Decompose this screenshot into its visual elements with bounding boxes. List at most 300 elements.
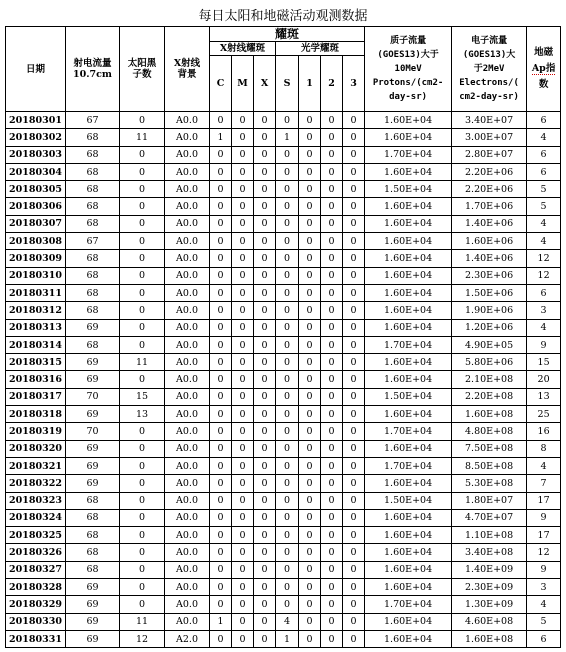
cell-xray-bg: A0.0: [165, 198, 210, 215]
cell-flare-1: 0: [299, 354, 321, 371]
cell-xray-bg: A0.0: [165, 527, 210, 544]
cell-proton-flux: 1.60E+04: [365, 112, 452, 129]
cell-flare-1: 0: [299, 233, 321, 250]
cell-radio-flux: 69: [66, 579, 120, 596]
cell-proton-flux: 1.60E+04: [365, 319, 452, 336]
cell-sunspot: 0: [120, 215, 165, 232]
cell-electron-flux: 7.50E+08: [452, 440, 527, 457]
cell-electron-flux: 5.80E+06: [452, 354, 527, 371]
cell-xray-bg: A0.0: [165, 129, 210, 146]
cell-flare-x: 0: [254, 284, 276, 301]
cell-flare-3: 0: [343, 354, 365, 371]
cell-electron-flux: 2.20E+06: [452, 181, 527, 198]
cell-flare-3: 0: [343, 613, 365, 630]
header-optical-flare: 光学耀斑: [276, 42, 365, 56]
cell-proton-flux: 1.60E+04: [365, 163, 452, 180]
cell-flare-2: 0: [321, 388, 343, 405]
cell-date: 20180328: [6, 579, 66, 596]
table-row: [6, 181, 561, 198]
cell-date: 20180320: [6, 440, 66, 457]
cell-proton-flux: 1.70E+04: [365, 457, 452, 474]
cell-sunspot: 0: [120, 457, 165, 474]
cell-flare-3: 0: [343, 388, 365, 405]
cell-flare-m: 0: [232, 561, 254, 578]
cell-ap-index: 4: [527, 129, 561, 146]
header-proton-flux: 质子流量 (GOES13)大于 10MeV Protons/(cm2- day-sr): [365, 27, 452, 112]
table-row: [6, 198, 561, 215]
cell-flare-3: 0: [343, 527, 365, 544]
cell-radio-flux: 68: [66, 146, 120, 163]
cell-sunspot: 0: [120, 163, 165, 180]
cell-flare-1: 0: [299, 215, 321, 232]
cell-xray-bg: A0.0: [165, 267, 210, 284]
cell-ap-index: 12: [527, 267, 561, 284]
cell-proton-flux: 1.60E+04: [365, 250, 452, 267]
cell-date: 20180308: [6, 233, 66, 250]
table-row: [6, 492, 561, 509]
cell-date: 20180318: [6, 406, 66, 423]
cell-proton-flux: 1.50E+04: [365, 388, 452, 405]
cell-xray-bg: A0.0: [165, 423, 210, 440]
header-flare-x: X: [254, 56, 276, 112]
cell-flare-3: 0: [343, 371, 365, 388]
cell-electron-flux: 5.30E+08: [452, 475, 527, 492]
cell-proton-flux: 1.70E+04: [365, 423, 452, 440]
cell-flare-3: 0: [343, 457, 365, 474]
cell-date: 20180327: [6, 561, 66, 578]
cell-xray-bg: A0.0: [165, 250, 210, 267]
cell-electron-flux: 1.10E+08: [452, 527, 527, 544]
cell-flare-1: 0: [299, 163, 321, 180]
cell-flare-3: 0: [343, 163, 365, 180]
cell-sunspot: 0: [120, 579, 165, 596]
table-row: [6, 129, 561, 146]
cell-flare-1: 0: [299, 146, 321, 163]
cell-sunspot: 0: [120, 596, 165, 613]
cell-flare-m: 0: [232, 440, 254, 457]
cell-flare-m: 0: [232, 492, 254, 509]
cell-flare-1: 0: [299, 561, 321, 578]
table-row: [6, 146, 561, 163]
cell-flare-2: 0: [321, 215, 343, 232]
cell-date: 20180322: [6, 475, 66, 492]
cell-ap-index: 15: [527, 354, 561, 371]
cell-proton-flux: 1.70E+04: [365, 146, 452, 163]
cell-electron-flux: 2.30E+09: [452, 579, 527, 596]
header-flare: 耀斑: [210, 27, 365, 42]
cell-sunspot: 11: [120, 613, 165, 630]
cell-date: 20180331: [6, 630, 66, 647]
cell-flare-s: 0: [276, 440, 299, 457]
cell-radio-flux: 68: [66, 198, 120, 215]
header-flare-s: S: [276, 56, 299, 112]
cell-radio-flux: 68: [66, 215, 120, 232]
cell-flare-1: 0: [299, 544, 321, 561]
cell-flare-c: 0: [210, 475, 232, 492]
cell-sunspot: 0: [120, 492, 165, 509]
cell-flare-s: 0: [276, 544, 299, 561]
cell-flare-1: 0: [299, 336, 321, 353]
cell-sunspot: 0: [120, 146, 165, 163]
cell-radio-flux: 68: [66, 544, 120, 561]
cell-flare-1: 0: [299, 492, 321, 509]
cell-electron-flux: 2.20E+06: [452, 163, 527, 180]
cell-flare-m: 0: [232, 579, 254, 596]
cell-proton-flux: 1.60E+04: [365, 527, 452, 544]
table-row: [6, 336, 561, 353]
cell-flare-c: 0: [210, 440, 232, 457]
cell-flare-1: 0: [299, 181, 321, 198]
cell-xray-bg: A0.0: [165, 509, 210, 526]
cell-flare-x: 0: [254, 579, 276, 596]
cell-flare-3: 0: [343, 129, 365, 146]
cell-ap-index: 3: [527, 302, 561, 319]
cell-flare-x: 0: [254, 371, 276, 388]
cell-radio-flux: 69: [66, 630, 120, 647]
cell-flare-s: 0: [276, 596, 299, 613]
cell-flare-2: 0: [321, 319, 343, 336]
cell-flare-c: 0: [210, 388, 232, 405]
cell-flare-1: 0: [299, 613, 321, 630]
table-row: [6, 215, 561, 232]
cell-sunspot: 0: [120, 181, 165, 198]
cell-flare-m: 0: [232, 613, 254, 630]
cell-flare-s: 0: [276, 181, 299, 198]
cell-sunspot: 0: [120, 267, 165, 284]
cell-flare-x: 0: [254, 336, 276, 353]
cell-electron-flux: 1.80E+07: [452, 492, 527, 509]
cell-electron-flux: 1.60E+08: [452, 630, 527, 647]
header-flare-c: C: [210, 56, 232, 112]
cell-sunspot: 0: [120, 440, 165, 457]
cell-date: 20180306: [6, 198, 66, 215]
cell-flare-s: 0: [276, 457, 299, 474]
cell-proton-flux: 1.50E+04: [365, 181, 452, 198]
cell-sunspot: 0: [120, 284, 165, 301]
table-row: [6, 579, 561, 596]
cell-flare-s: 0: [276, 406, 299, 423]
cell-date: 20180302: [6, 129, 66, 146]
cell-xray-bg: A0.0: [165, 181, 210, 198]
cell-flare-3: 0: [343, 215, 365, 232]
cell-flare-m: 0: [232, 146, 254, 163]
cell-flare-c: 1: [210, 613, 232, 630]
table-row: [6, 440, 561, 457]
table-row: [6, 354, 561, 371]
cell-ap-index: 8: [527, 440, 561, 457]
cell-flare-c: 0: [210, 544, 232, 561]
cell-radio-flux: 69: [66, 457, 120, 474]
cell-proton-flux: 1.60E+04: [365, 613, 452, 630]
cell-xray-bg: A0.0: [165, 457, 210, 474]
cell-flare-s: 0: [276, 215, 299, 232]
table-row: [6, 302, 561, 319]
cell-electron-flux: 3.40E+07: [452, 112, 527, 129]
cell-flare-3: 0: [343, 198, 365, 215]
cell-electron-flux: 4.60E+08: [452, 613, 527, 630]
cell-xray-bg: A0.0: [165, 544, 210, 561]
cell-flare-1: 0: [299, 284, 321, 301]
cell-xray-bg: A0.0: [165, 112, 210, 129]
table-row: [6, 371, 561, 388]
cell-flare-2: 0: [321, 613, 343, 630]
cell-sunspot: 0: [120, 561, 165, 578]
cell-proton-flux: 1.70E+04: [365, 336, 452, 353]
cell-flare-m: 0: [232, 319, 254, 336]
cell-date: 20180323: [6, 492, 66, 509]
cell-sunspot: 0: [120, 302, 165, 319]
cell-flare-x: 0: [254, 112, 276, 129]
cell-radio-flux: 69: [66, 475, 120, 492]
cell-sunspot: 0: [120, 112, 165, 129]
cell-flare-2: 0: [321, 112, 343, 129]
cell-xray-bg: A0.0: [165, 233, 210, 250]
cell-electron-flux: 1.60E+06: [452, 233, 527, 250]
cell-flare-s: 0: [276, 388, 299, 405]
cell-sunspot: 0: [120, 198, 165, 215]
cell-radio-flux: 69: [66, 354, 120, 371]
cell-ap-index: 17: [527, 492, 561, 509]
cell-flare-c: 0: [210, 579, 232, 596]
cell-radio-flux: 68: [66, 250, 120, 267]
cell-date: 20180307: [6, 215, 66, 232]
cell-flare-3: 0: [343, 302, 365, 319]
cell-ap-index: 5: [527, 181, 561, 198]
cell-flare-1: 0: [299, 406, 321, 423]
cell-ap-index: 12: [527, 544, 561, 561]
cell-flare-x: 0: [254, 319, 276, 336]
cell-ap-index: 4: [527, 319, 561, 336]
cell-flare-c: 0: [210, 284, 232, 301]
cell-flare-1: 0: [299, 596, 321, 613]
cell-flare-m: 0: [232, 544, 254, 561]
cell-ap-index: 25: [527, 406, 561, 423]
cell-electron-flux: 1.40E+06: [452, 215, 527, 232]
cell-flare-2: 0: [321, 579, 343, 596]
cell-flare-1: 0: [299, 267, 321, 284]
cell-flare-3: 0: [343, 561, 365, 578]
cell-xray-bg: A0.0: [165, 596, 210, 613]
cell-radio-flux: 68: [66, 336, 120, 353]
cell-flare-m: 0: [232, 630, 254, 647]
cell-flare-1: 0: [299, 579, 321, 596]
table-row: [6, 509, 561, 526]
cell-flare-x: 0: [254, 475, 276, 492]
cell-flare-x: 0: [254, 561, 276, 578]
table-row: [6, 163, 561, 180]
cell-radio-flux: 67: [66, 233, 120, 250]
cell-flare-s: 0: [276, 163, 299, 180]
cell-proton-flux: 1.60E+04: [365, 406, 452, 423]
header-electron-flux: 电子流量 (GOES13)大 于2MeV Electrons/( cm2-day-sr): [452, 27, 527, 112]
cell-flare-3: 0: [343, 423, 365, 440]
cell-flare-m: 0: [232, 388, 254, 405]
cell-electron-flux: 1.20E+06: [452, 319, 527, 336]
cell-flare-m: 0: [232, 336, 254, 353]
cell-flare-s: 0: [276, 492, 299, 509]
cell-flare-2: 0: [321, 198, 343, 215]
cell-sunspot: 0: [120, 509, 165, 526]
cell-ap-index: 9: [527, 509, 561, 526]
header-radio-flux: 射电流量 10.7cm: [66, 27, 120, 112]
cell-flare-c: 0: [210, 267, 232, 284]
cell-proton-flux: 1.60E+04: [365, 371, 452, 388]
cell-flare-1: 0: [299, 630, 321, 647]
cell-flare-m: 0: [232, 302, 254, 319]
header-xray-flare: X射线耀斑: [210, 42, 276, 56]
cell-xray-bg: A0.0: [165, 319, 210, 336]
cell-electron-flux: 2.30E+06: [452, 267, 527, 284]
cell-flare-x: 0: [254, 509, 276, 526]
cell-proton-flux: 1.60E+04: [365, 561, 452, 578]
cell-flare-x: 0: [254, 388, 276, 405]
table-row: [6, 112, 561, 129]
table-row: [6, 561, 561, 578]
cell-flare-2: 0: [321, 284, 343, 301]
cell-date: 20180301: [6, 112, 66, 129]
table-header: [6, 27, 561, 112]
cell-radio-flux: 68: [66, 163, 120, 180]
cell-date: 20180310: [6, 267, 66, 284]
cell-flare-x: 0: [254, 198, 276, 215]
cell-flare-2: 0: [321, 509, 343, 526]
cell-radio-flux: 69: [66, 371, 120, 388]
cell-sunspot: 0: [120, 527, 165, 544]
cell-electron-flux: 1.40E+09: [452, 561, 527, 578]
cell-flare-s: 0: [276, 319, 299, 336]
cell-radio-flux: 68: [66, 561, 120, 578]
cell-flare-m: 0: [232, 163, 254, 180]
cell-flare-c: 0: [210, 112, 232, 129]
table-row: [6, 527, 561, 544]
cell-flare-3: 0: [343, 509, 365, 526]
cell-flare-2: 0: [321, 250, 343, 267]
cell-flare-s: 0: [276, 233, 299, 250]
cell-flare-c: 0: [210, 527, 232, 544]
cell-date: 20180316: [6, 371, 66, 388]
cell-sunspot: 15: [120, 388, 165, 405]
cell-flare-x: 0: [254, 181, 276, 198]
cell-flare-s: 0: [276, 112, 299, 129]
cell-radio-flux: 70: [66, 388, 120, 405]
cell-flare-m: 0: [232, 267, 254, 284]
cell-flare-s: 0: [276, 579, 299, 596]
cell-flare-2: 0: [321, 561, 343, 578]
cell-radio-flux: 68: [66, 267, 120, 284]
table-row: [6, 457, 561, 474]
cell-flare-2: 0: [321, 371, 343, 388]
cell-ap-index: 3: [527, 579, 561, 596]
cell-flare-2: 0: [321, 354, 343, 371]
cell-flare-x: 0: [254, 406, 276, 423]
cell-flare-c: 0: [210, 354, 232, 371]
cell-flare-2: 0: [321, 492, 343, 509]
cell-xray-bg: A0.0: [165, 613, 210, 630]
cell-flare-s: 0: [276, 336, 299, 353]
table-row: [6, 319, 561, 336]
cell-flare-1: 0: [299, 371, 321, 388]
cell-flare-3: 0: [343, 544, 365, 561]
cell-flare-m: 0: [232, 215, 254, 232]
cell-flare-1: 0: [299, 198, 321, 215]
cell-flare-m: 0: [232, 284, 254, 301]
cell-flare-x: 0: [254, 440, 276, 457]
cell-flare-c: 0: [210, 596, 232, 613]
cell-radio-flux: 68: [66, 284, 120, 301]
cell-flare-s: 0: [276, 302, 299, 319]
cell-flare-s: 4: [276, 613, 299, 630]
cell-flare-c: 0: [210, 509, 232, 526]
cell-proton-flux: 1.60E+04: [365, 302, 452, 319]
cell-flare-x: 0: [254, 630, 276, 647]
cell-flare-x: 0: [254, 457, 276, 474]
cell-flare-2: 0: [321, 336, 343, 353]
cell-sunspot: 0: [120, 233, 165, 250]
cell-flare-2: 0: [321, 527, 343, 544]
cell-radio-flux: 69: [66, 440, 120, 457]
cell-electron-flux: 2.10E+08: [452, 371, 527, 388]
cell-ap-index: 4: [527, 457, 561, 474]
cell-flare-2: 0: [321, 406, 343, 423]
cell-flare-c: 0: [210, 302, 232, 319]
cell-radio-flux: 67: [66, 112, 120, 129]
cell-flare-m: 0: [232, 250, 254, 267]
cell-date: 20180314: [6, 336, 66, 353]
cell-electron-flux: 1.60E+08: [452, 406, 527, 423]
cell-flare-c: 0: [210, 457, 232, 474]
cell-flare-3: 0: [343, 630, 365, 647]
cell-ap-index: 5: [527, 613, 561, 630]
cell-flare-3: 0: [343, 406, 365, 423]
cell-xray-bg: A0.0: [165, 354, 210, 371]
cell-flare-c: 0: [210, 406, 232, 423]
cell-flare-m: 0: [232, 354, 254, 371]
cell-radio-flux: 68: [66, 181, 120, 198]
cell-flare-c: 0: [210, 561, 232, 578]
cell-flare-x: 0: [254, 302, 276, 319]
cell-radio-flux: 68: [66, 527, 120, 544]
cell-flare-m: 0: [232, 406, 254, 423]
cell-flare-2: 0: [321, 544, 343, 561]
cell-flare-s: 0: [276, 250, 299, 267]
cell-proton-flux: 1.60E+04: [365, 544, 452, 561]
page-title: 每日太阳和地磁活动观测数据: [198, 9, 368, 24]
cell-ap-index: 17: [527, 527, 561, 544]
cell-xray-bg: A0.0: [165, 336, 210, 353]
cell-flare-3: 0: [343, 146, 365, 163]
cell-date: 20180304: [6, 163, 66, 180]
header-ap-index: 地磁 Ap指 数: [527, 27, 561, 112]
cell-flare-x: 0: [254, 492, 276, 509]
cell-electron-flux: 3.40E+08: [452, 544, 527, 561]
table-row: [6, 613, 561, 630]
cell-radio-flux: 69: [66, 596, 120, 613]
cell-ap-index: 20: [527, 371, 561, 388]
cell-flare-c: 1: [210, 129, 232, 146]
cell-flare-s: 0: [276, 146, 299, 163]
cell-electron-flux: 4.80E+08: [452, 423, 527, 440]
cell-xray-bg: A0.0: [165, 388, 210, 405]
cell-proton-flux: 1.60E+04: [365, 630, 452, 647]
cell-date: 20180312: [6, 302, 66, 319]
cell-sunspot: 11: [120, 129, 165, 146]
cell-date: 20180326: [6, 544, 66, 561]
cell-date: 20180329: [6, 596, 66, 613]
cell-proton-flux: 1.50E+04: [365, 492, 452, 509]
header-flare-1: 1: [299, 56, 321, 112]
cell-proton-flux: 1.60E+04: [365, 284, 452, 301]
cell-electron-flux: 4.70E+07: [452, 509, 527, 526]
